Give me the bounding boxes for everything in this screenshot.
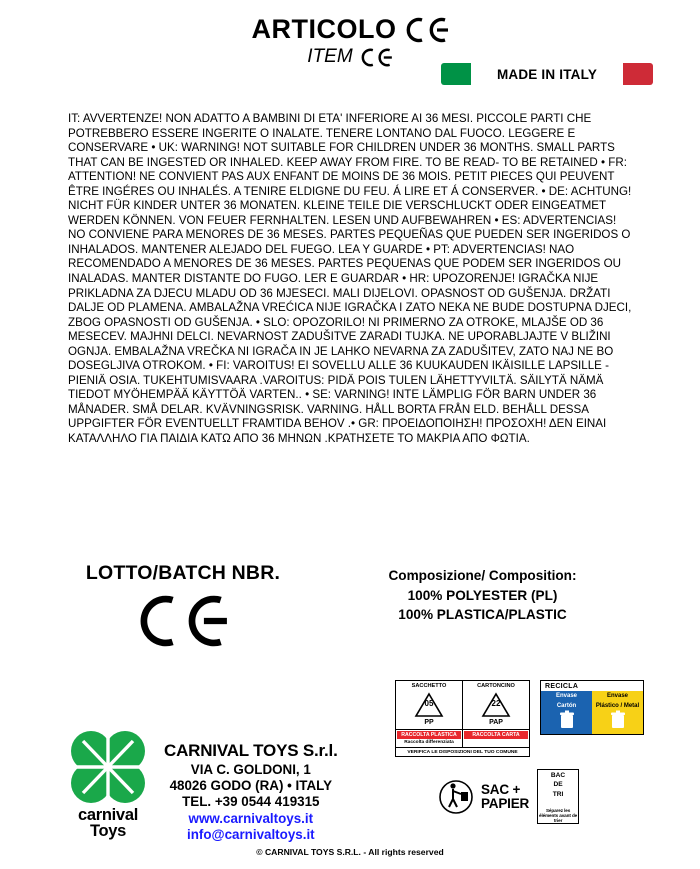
warning-paragraph: IT: AVVERTENZE! NON ADATTO A BAMBINI DI ETA' INFERIORE AI 36 MESI. PICCOLE PARTI CHE POTREBBERO ESSERE INGERITE O INALATE. TENERE LONTANO DAL FUOCO. LEGGERE E CONSERVARE • UK: WARNING! NOT SUITABLE FOR CHILDREN UNDER 36 MONTHS. SMALL PARTS THAT CAN BE INGESTED OR INHALED. KEEP AWAY FROM FIRE. TO BE READ- TO BE RETAINED • FR: ATTENTION! NE CONVIENT PAS AUX ENFANT DE MOINS DE 36 MOIS. PETIT PIECES QUI PEUVENT ÊTRE INGÉRES OU INHALÉS. A TENIRE ELDIGNE DU FEU. Á LIRE ET Á CONSERVER. • DE: ACHTUNG! NICHT FÜR KINDER UNTER 36 MONATEN. KLEINE TEILE DIE VERSCHLUCKT ODER EINGEATMET WERDEN KÖNNEN. VON FEUER FERNHALTEN. LESEN UND AUFBEWAHREN • ES: ADVERTENCIAS! NO CONVIENE PARA MENORES DE 36 MESES. PARTES PEQUEÑAS QUE PUEDEN SER INGERIDOS O INHALADOS. MANTENER ALEJADO DEL FUEGO. LEA Y GUARDE • PT: ADVERTENCIAS! NAO RECOMENDADO A MENORES DE 36 MESES. PARTES PEQUENAS QUE PODEM SER INGERIDOS OU INALADAS. MANTER DISTANTE DO FUGO. LER E GUARDAR • HR: UPOZORENJE! IGRAČKA NIJE PRIKLADNA ZA DJECU MLADU OD 36 MJESECI. MALI DIJELOVI. OPASNOST OD GUŠENJA. DRŽATI DALJE OD PLAMENA. AMBALAŽNA VREĆICA NIJE IGRAČKA I ZATO NEKA NE BUDE DOSTUPNA DJECI, ZBOG OPASNOSTI OD GUŠENJA. • SLO: OPOZORILO! NI PRIMERNO ZA OTROKE, MLAJŠE OD 36 MESECEV. MAJHNI DELCI. NEVARNOST ZADUŠITVE ZARADI TUJKA. NE UPORABLJAJTE V BLIŽINI OGNJA. EMBALAŽNA VREČKA NI IGRAČA IN JE LAHKO NEVARNA ZA ZADUŠITEV, ZATO NAJ NE BO DOSEGLJIVA OTROKOM. • FI: VAROITUS! EI SOVELLU ALLE 36 KUUKAUDEN IKÄISILLE LAPSILLE - PIENIÄ OSIA. TUKEHTUMISVAARA .VAROITUS: PIDÄ POIS TULEN LÄHETTYVILTÄ. SÄILYTÄ NÄMÄ TIEDOT MYÖHEMPÄÄ KÄYTTÖÄ VARTEN.. • SE: VARNING! INTE LÄMPLIG FÖR BARN UNDER 36 MÅNADER. SMÅ DELAR. KVÄVNINGSRISK. VARNING. HÅLL BORTA FRÅN ELD. BEHÅLL DESSA UPPGIFTER FÖR EVENTUELLT FRAMTIDA BEHOV .• GR: ΠΡΟΕΙΔΟΠΟΙΗΣΗ! ΠΡΟΣΟΧΗ! ΔΕΝ ΕΙΝΑΙ ΚΑΤΑΛΛΗΛΟ ΓΙΑ ΠΑΙΔΙΑ ΚΑΤΩ ΑΠΟ 36 ΜΗΝΩΝ .ΚΡΑΤΗΣΕΤΕ ΤΟ ΜΑΚΡΙΑ ΑΠΟ ΦΩΤΙΑ. xyxy=(68,112,632,446)
flag-stripe-green xyxy=(441,63,471,85)
carnival-toys-logo xyxy=(62,727,154,839)
recicla-bin-blue xyxy=(541,691,592,734)
packaging-disposal-table xyxy=(395,680,530,757)
packaging-collection-note-2 xyxy=(464,740,528,745)
batch-number-label: LOTTO/BATCH NBR. xyxy=(85,562,281,584)
packaging-verify-note: VERIFICA LE DISPOSIZIONI DEL TUO COMUNE xyxy=(396,747,529,756)
company-city: 48026 GODO (RA) • ITALY xyxy=(169,778,333,794)
ce-mark-icon-small xyxy=(360,48,393,67)
company-phone: TEL. +39 0544 419315 xyxy=(182,794,320,810)
wordmark-line-2: Toys xyxy=(89,821,127,840)
packaging-collection-plastic: RACCOLTA PLASTICA xyxy=(397,731,461,739)
recycle-triangle-icon xyxy=(414,692,444,718)
tidyman-icon xyxy=(439,777,473,817)
articolo-heading xyxy=(0,14,700,45)
recicla-bin-yellow xyxy=(592,691,643,734)
packaging-cell-bag xyxy=(396,690,463,729)
company-email-link[interactable]: info@carnivaltoys.it xyxy=(186,827,315,843)
recicla-bin-yellow-label-1: Envase xyxy=(606,693,628,699)
composition-material-1: 100% POLYESTER (PL) xyxy=(407,587,558,603)
bac-label-1: BAC xyxy=(550,772,566,779)
brand-block xyxy=(62,727,338,843)
document-header xyxy=(0,0,700,68)
wordmark-line-1: carnival xyxy=(78,806,138,824)
clover-icon xyxy=(65,727,151,805)
bac-label-2: DE xyxy=(553,781,563,789)
recicla-title: RECICLA xyxy=(545,683,579,690)
company-street: VIA C. GOLDONI, 1 xyxy=(190,761,311,777)
sac-papier-block xyxy=(439,769,650,824)
ce-mark-icon xyxy=(405,17,449,43)
articolo-label: ARTICOLO xyxy=(251,14,397,44)
composition-material-2: 100% PLASTICA/PLASTIC xyxy=(398,607,567,623)
packaging-code-number-bag: 05 xyxy=(424,699,434,708)
recycle-triangle-icon-2 xyxy=(481,692,511,718)
bin-icon-yellow xyxy=(609,710,627,730)
bac-label-3: TRI xyxy=(552,790,564,798)
packaging-code-number-card: 22 xyxy=(491,699,501,708)
packaging-foot-bag xyxy=(396,730,463,747)
made-in-italy-badge xyxy=(441,63,653,85)
batch-number-block xyxy=(58,562,308,649)
recicla-bin-yellow-label-2: Plástico / Metal xyxy=(595,702,640,709)
composition-block xyxy=(330,566,635,625)
packaging-head-bag: SACCHETTO xyxy=(396,681,463,690)
ce-mark-icon-large xyxy=(58,593,308,649)
company-website-link[interactable]: www.carnivaltoys.it xyxy=(188,810,314,826)
composition-title: Composizione/ Composition: xyxy=(388,568,577,583)
bac-de-tri-box xyxy=(537,769,579,824)
packaging-code-bag: PP xyxy=(424,719,434,726)
packaging-collection-note: Raccolta differenziata xyxy=(404,740,454,745)
packaging-code-card: PAP xyxy=(489,719,503,726)
sac-label: SAC + xyxy=(481,781,521,797)
carnival-toys-wordmark xyxy=(62,808,154,839)
sac-papier-text xyxy=(481,783,529,811)
recycling-symbols xyxy=(395,680,650,824)
company-address xyxy=(164,727,338,843)
flag-stripe-red xyxy=(623,63,653,85)
bin-icon-blue xyxy=(558,710,576,730)
copyright-footer: © CARNIVAL TOYS S.R.L. - All rights reserved xyxy=(256,847,444,857)
bac-caption: Séparez les éléments avant de trier xyxy=(538,808,578,824)
papier-label: PAPIER xyxy=(481,795,530,811)
recicla-bin-blue-label-2: Cartón xyxy=(556,702,577,709)
packaging-collection-paper: RACCOLTA CARTA xyxy=(464,731,528,739)
item-label: ITEM xyxy=(307,46,353,67)
multilingual-warning-text xyxy=(68,112,636,447)
packaging-cell-card xyxy=(463,690,529,729)
made-in-italy-label: MADE IN ITALY xyxy=(471,63,623,85)
recicla-bin-blue-label-1: Envase xyxy=(555,693,577,699)
company-name: CARNIVAL TOYS S.r.l. xyxy=(164,741,338,760)
packaging-head-card: CARTONCINO xyxy=(477,683,515,689)
recicla-box xyxy=(540,680,644,735)
packaging-foot-card xyxy=(463,730,529,747)
